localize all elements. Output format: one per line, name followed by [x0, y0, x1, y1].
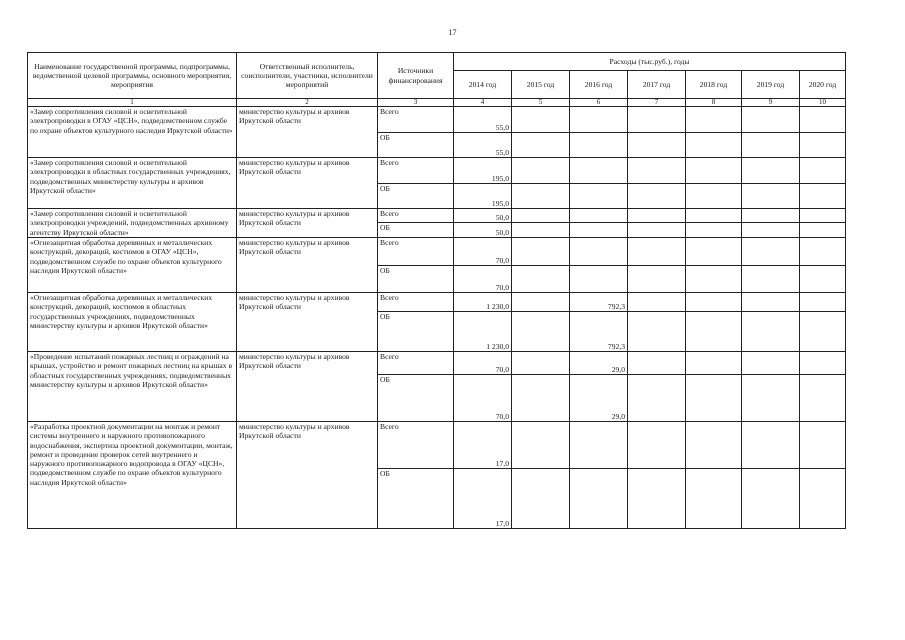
source-total: Всего [378, 158, 454, 184]
header-source: Источники финансирования [378, 53, 454, 99]
source-total: Всего [378, 352, 454, 375]
value-cell [570, 422, 628, 469]
source-total: Всего [378, 422, 454, 469]
value-cell [512, 158, 570, 184]
column-number-1: 1 [28, 99, 237, 107]
value-cell [742, 238, 800, 266]
source-total: Всего [378, 209, 454, 223]
value-cell: 17,0 [454, 422, 512, 469]
source-total: Всего [378, 293, 454, 312]
value-cell [742, 184, 800, 209]
value-cell: 195,0 [454, 184, 512, 209]
column-number-4: 4 [454, 99, 512, 107]
activity-name: «Огнезащитная обработка деревянных и металлических конструкций, декораций, костюмов в областных государственных учреждениях, подведомственных министерству культуры и архивов Иркутской области» [28, 293, 237, 352]
value-cell [686, 209, 742, 223]
header-year-4: 2018 год [686, 71, 742, 99]
page-number: 17 [448, 28, 457, 37]
activity-name: «Огнезащитная обработка деревянных и металлических конструкций, декораций, костюмов в ОГАУ «ЦСН», подведомственном службе по охране объектов культурного наследия Иркутской области» [28, 238, 237, 293]
value-cell [686, 223, 742, 238]
source-total: Всего [378, 107, 454, 133]
value-cell [686, 158, 742, 184]
value-cell [628, 266, 686, 293]
value-cell [512, 133, 570, 158]
activity-executor: министерство культуры и архивов Иркутской области [237, 238, 378, 293]
value-cell: 792,3 [570, 293, 628, 312]
activity-name: «Проведение испытаний пожарных лестниц и ограждений на крышах, устройство и ремонт пожарных лестниц на крышах в областных государственных учреждениях, подведомственных министерству культуры и архивов Иркутской области» [28, 352, 237, 422]
activity-executor: министерство культуры и архивов Иркутской области [237, 158, 378, 209]
value-cell: 55,0 [454, 107, 512, 133]
value-cell [686, 375, 742, 422]
activity-name: «Замер сопротивления силовой и осветительной электропроводки в областных государственных учреждениях, подведомственных министерству культуры и архивов Иркутской области» [28, 158, 237, 209]
value-cell [512, 469, 570, 529]
value-cell [570, 133, 628, 158]
activity-executor: министерство культуры и архивов Иркутской области [237, 293, 378, 352]
column-number-9: 9 [742, 99, 800, 107]
value-cell [742, 375, 800, 422]
value-cell [512, 312, 570, 352]
value-cell [512, 266, 570, 293]
value-cell [742, 223, 800, 238]
table-row [28, 293, 846, 312]
value-cell: 1 230,0 [454, 293, 512, 312]
header-name: Наименование государственной программы, подпрограммы, ведомственной целевой программы, основного мероприятия, мероприятия [28, 53, 237, 99]
activity-executor: министерство культуры и архивов Иркутской области [237, 209, 378, 238]
value-cell [628, 133, 686, 158]
value-cell [742, 352, 800, 375]
value-cell [742, 469, 800, 529]
column-number-8: 8 [686, 99, 742, 107]
value-cell [628, 184, 686, 209]
header-year-1: 2015 год [512, 71, 570, 99]
value-cell [512, 375, 570, 422]
value-cell [570, 158, 628, 184]
value-cell [512, 184, 570, 209]
budget-table [27, 52, 846, 529]
value-cell [512, 107, 570, 133]
value-cell: 29,0 [570, 375, 628, 422]
value-cell [800, 312, 846, 352]
value-cell [628, 469, 686, 529]
value-cell [512, 238, 570, 266]
table-row [28, 209, 846, 223]
value-cell: 55,0 [454, 133, 512, 158]
value-cell [800, 422, 846, 469]
value-cell [512, 422, 570, 469]
value-cell [800, 133, 846, 158]
source-ob: ОБ [378, 312, 454, 352]
header-year-6: 2020 год [800, 71, 846, 99]
value-cell [686, 352, 742, 375]
value-cell: 70,0 [454, 352, 512, 375]
value-cell: 17,0 [454, 469, 512, 529]
value-cell [800, 352, 846, 375]
value-cell [800, 293, 846, 312]
source-ob: ОБ [378, 375, 454, 422]
value-cell: 50,0 [454, 223, 512, 238]
value-cell [800, 107, 846, 133]
value-cell: 70,0 [454, 238, 512, 266]
value-cell [686, 238, 742, 266]
value-cell [512, 352, 570, 375]
value-cell [800, 469, 846, 529]
value-cell [742, 158, 800, 184]
value-cell [512, 293, 570, 312]
table-row [28, 107, 846, 133]
activity-executor: министерство культуры и архивов Иркутской области [237, 422, 378, 529]
value-cell [570, 238, 628, 266]
value-cell [800, 158, 846, 184]
value-cell [742, 422, 800, 469]
header-year-3: 2017 год [628, 71, 686, 99]
value-cell [628, 158, 686, 184]
header-year-5: 2019 год [742, 71, 800, 99]
value-cell [628, 223, 686, 238]
source-total: Всего [378, 238, 454, 266]
value-cell: 29,0 [570, 352, 628, 375]
value-cell [800, 375, 846, 422]
value-cell: 195,0 [454, 158, 512, 184]
column-number-2: 2 [237, 99, 378, 107]
table-body [28, 107, 846, 529]
value-cell [742, 312, 800, 352]
header-executor: Ответственный исполнитель, соисполнители, участники, исполнители мероприятий [237, 53, 378, 99]
source-ob: ОБ [378, 223, 454, 238]
value-cell [742, 107, 800, 133]
value-cell [628, 352, 686, 375]
header-year-2: 2016 год [570, 71, 628, 99]
value-cell: 70,0 [454, 266, 512, 293]
value-cell [570, 469, 628, 529]
value-cell [800, 266, 846, 293]
value-cell [742, 293, 800, 312]
value-cell [686, 184, 742, 209]
value-cell [742, 209, 800, 223]
value-cell [570, 184, 628, 209]
value-cell [628, 375, 686, 422]
value-cell [628, 238, 686, 266]
column-number-5: 5 [512, 99, 570, 107]
value-cell [742, 133, 800, 158]
activity-executor: министерство культуры и архивов Иркутской области [237, 107, 378, 158]
value-cell [570, 209, 628, 223]
header-year-0: 2014 год [454, 71, 512, 99]
activity-name: «Замер сопротивления силовой и осветительной электропроводки в ОГАУ «ЦСН», подведомственном службе по охране объектов культурного наследия Иркутской области» [28, 107, 237, 158]
value-cell [686, 266, 742, 293]
table-row [28, 422, 846, 469]
activity-name: «Разработка проектной документации на монтаж и ремонт системы внутреннего и наружного противопожарного водоснабжения, экспертиза проектной документации, монтаж, ремонт и проведение проверок сетей внутреннего и наружного противопожарного водопровода в ОГАУ «ЦСН», подведомственном службе по охране объектов культурного наследия Иркутской области» [28, 422, 237, 529]
value-cell [628, 312, 686, 352]
value-cell [512, 223, 570, 238]
value-cell [628, 209, 686, 223]
column-number-3: 3 [378, 99, 454, 107]
value-cell [686, 293, 742, 312]
value-cell [686, 107, 742, 133]
value-cell: 1 230,0 [454, 312, 512, 352]
value-cell [570, 107, 628, 133]
column-number-6: 6 [570, 99, 628, 107]
value-cell [686, 422, 742, 469]
source-ob: ОБ [378, 266, 454, 293]
source-ob: ОБ [378, 184, 454, 209]
value-cell [512, 209, 570, 223]
value-cell [628, 293, 686, 312]
column-number-7: 7 [628, 99, 686, 107]
value-cell [686, 133, 742, 158]
source-ob: ОБ [378, 469, 454, 529]
value-cell [628, 422, 686, 469]
source-ob: ОБ [378, 133, 454, 158]
activity-name: «Замер сопротивления силовой и осветительной электропроводки учреждений, подведомственных архивному агентству Иркутской области» [28, 209, 237, 238]
value-cell [686, 469, 742, 529]
value-cell [800, 184, 846, 209]
table-header [28, 53, 846, 107]
header-expenses: Расходы (тыс.руб.), годы [454, 53, 846, 71]
value-cell [742, 266, 800, 293]
column-number-10: 10 [800, 99, 846, 107]
value-cell [686, 312, 742, 352]
value-cell [570, 266, 628, 293]
value-cell [800, 209, 846, 223]
value-cell: 50,0 [454, 209, 512, 223]
value-cell [570, 223, 628, 238]
value-cell [628, 107, 686, 133]
table-row [28, 158, 846, 184]
table-row [28, 352, 846, 375]
value-cell: 70,0 [454, 375, 512, 422]
table-row [28, 238, 846, 266]
value-cell [800, 238, 846, 266]
value-cell [800, 223, 846, 238]
value-cell: 792,3 [570, 312, 628, 352]
activity-executor: министерство культуры и архивов Иркутской области [237, 352, 378, 422]
